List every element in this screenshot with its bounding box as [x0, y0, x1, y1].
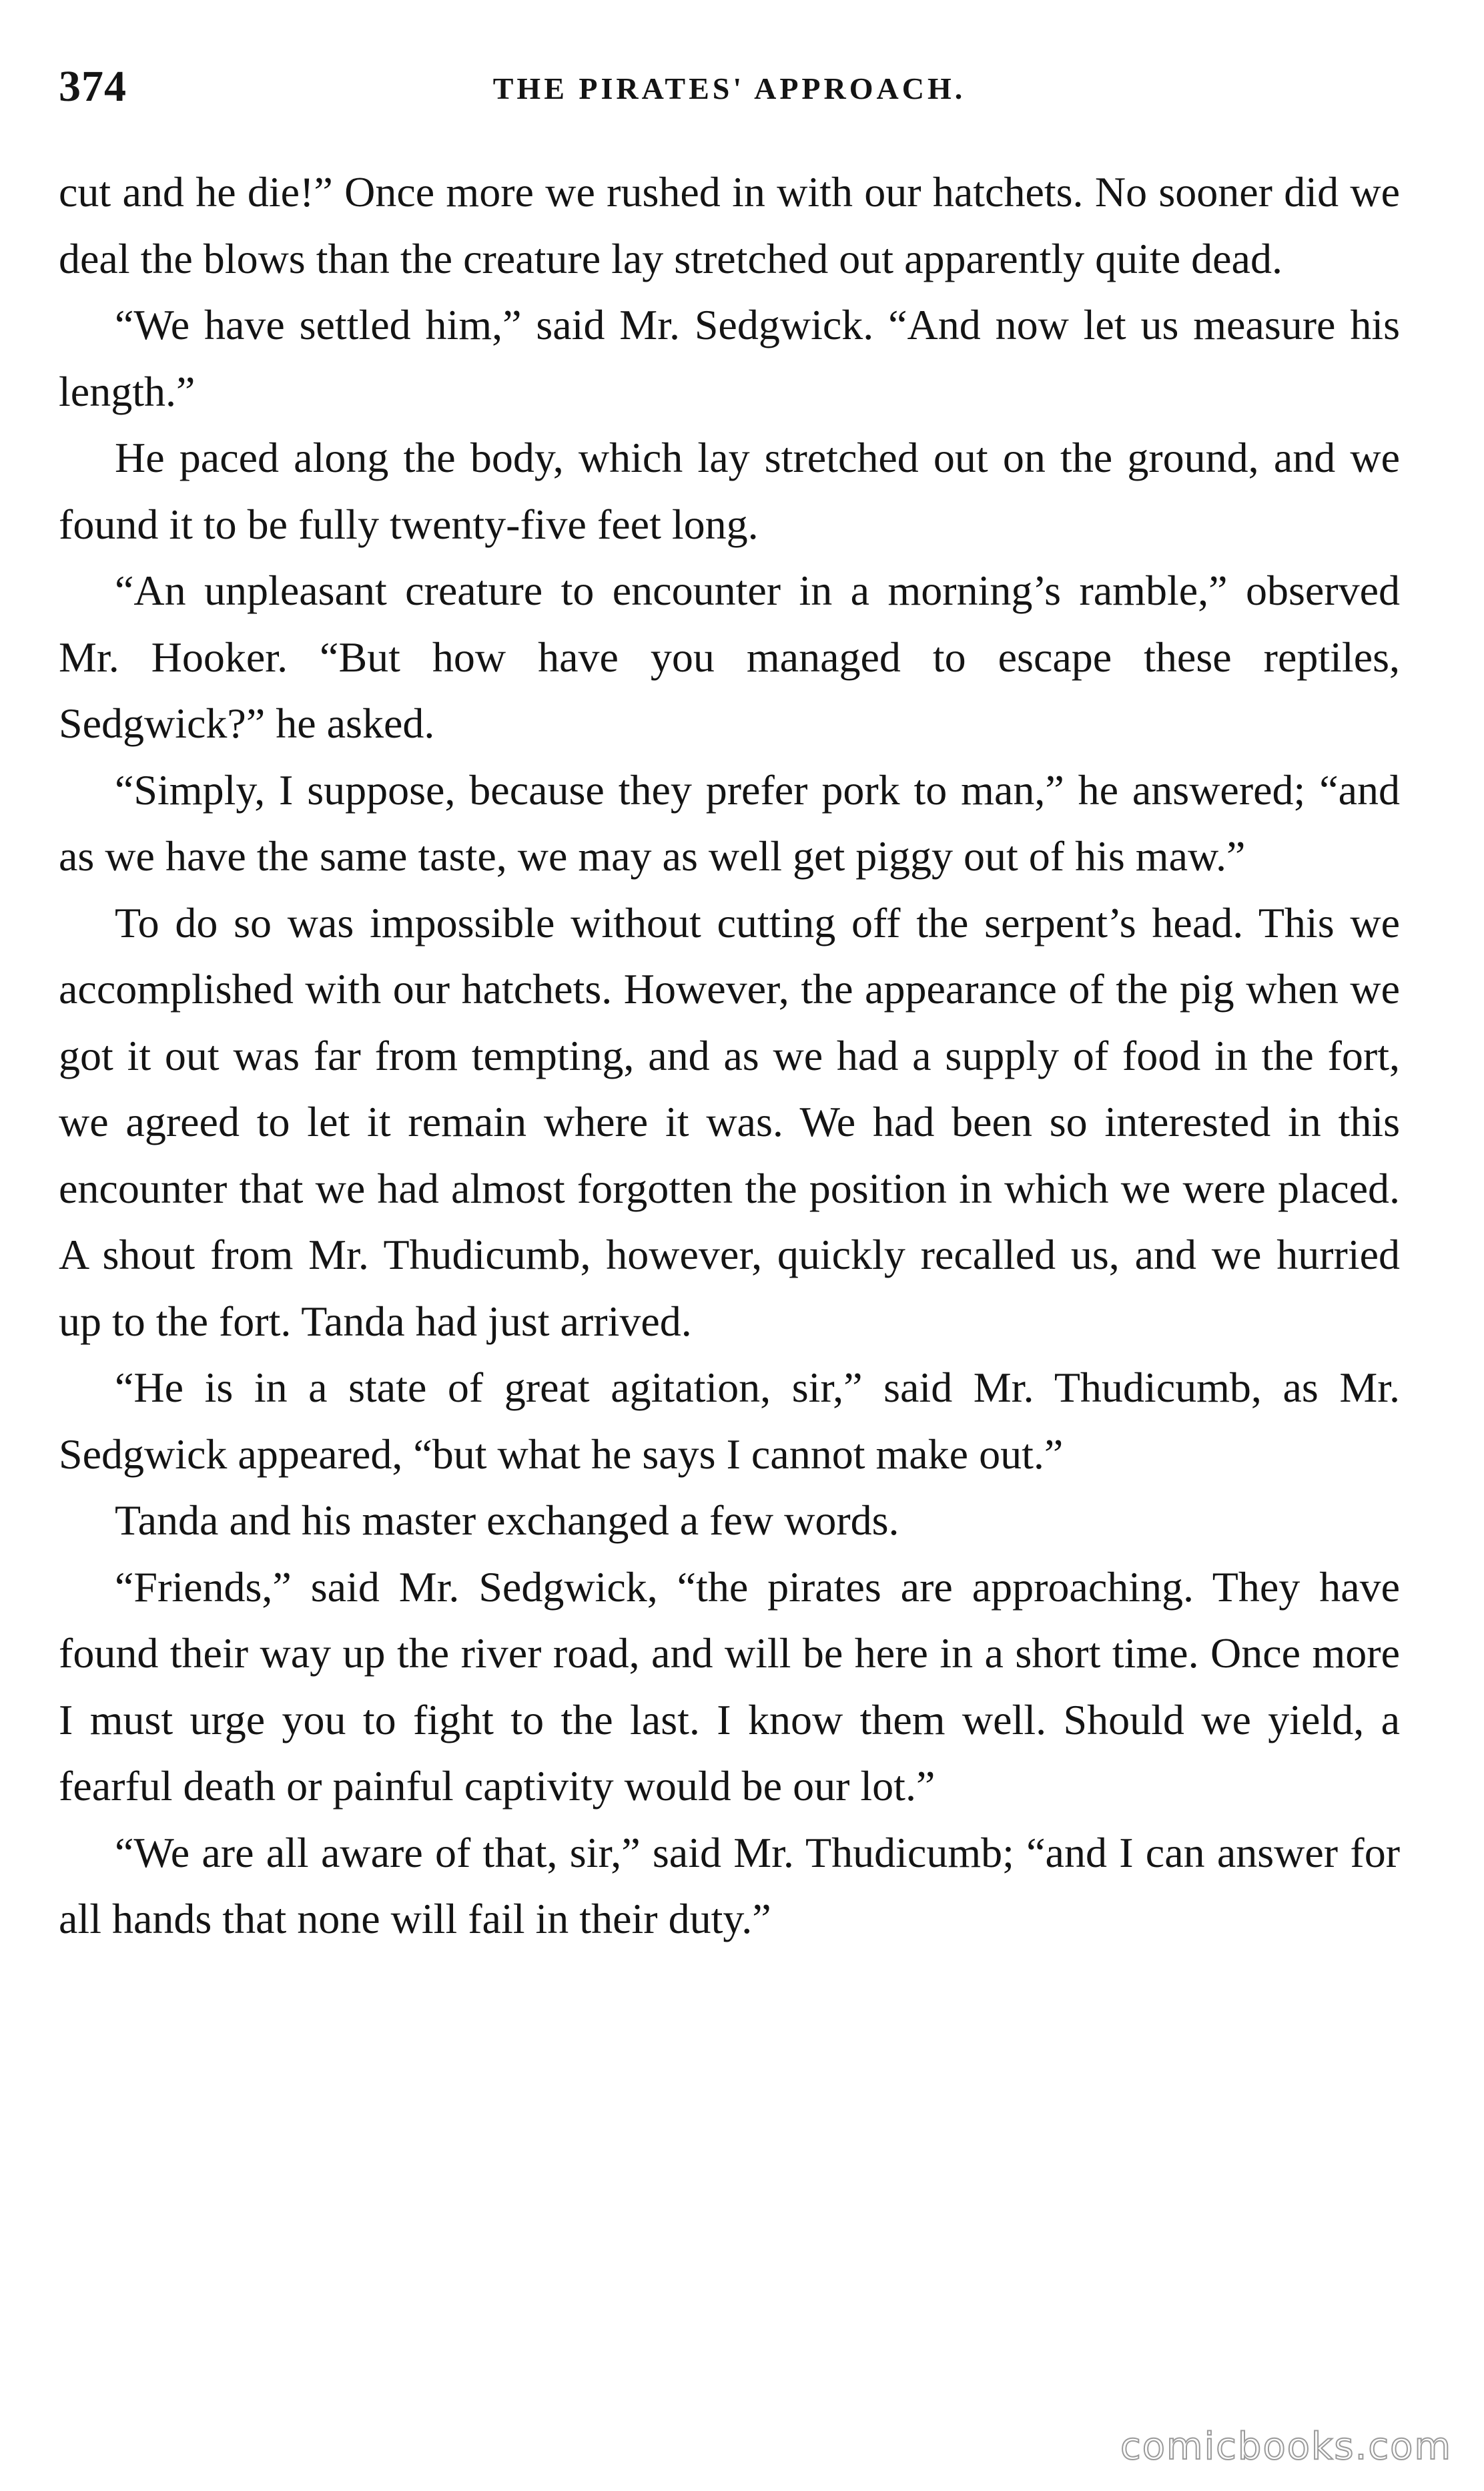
paragraph: To do so was impossible without cutting off the serpent’s head. This we accomplished with our hatchets. However, the appearance of the pig when we got it out was far from tempting, and as we had a supply of food in the fort, we agreed to let it remain where it was. We had been so interested in this encounter that we had almost forgotten the position in which we were placed. A shout from Mr. Thudicumb, however, quickly recalled us, and we hurried up to the fort. Tanda had just arrived.: [59, 898, 1400, 1345]
page-header: [59, 61, 1400, 121]
watermark: comicbooks.com: [1120, 2425, 1452, 2468]
paragraph: “Simply, I suppose, because they prefer pork to man,” he answered; “and as we have the same taste, we may as well get piggy out of his maw.”: [59, 766, 1400, 880]
paragraph: “Friends,” said Mr. Sedgwick, “the pirates are approaching. They have found their way up the river road, and will be here in a short time. Once more I must urge you to fight to the last. I know them well. Should we yield, a fearful death or painful captivity would be our lot.”: [59, 1563, 1400, 1810]
paragraph: “He is in a state of great agitation, sir,” said Mr. Thudicumb, as Mr. Sedgwick appeared, “but what he says I cannot make out.”: [59, 1364, 1400, 1478]
paragraph: cut and he die!” Once more we rushed in with our hatchets. No sooner did we deal the blows than the creature lay stretched out apparently quite dead.: [59, 168, 1400, 282]
running-title: THE PIRATES' APPROACH.: [492, 71, 966, 105]
paragraph: “We are all aware of that, sir,” said Mr. Thudicumb; “and I can answer for all hands that none will fail in their duty.”: [59, 1828, 1400, 1942]
paragraph: He paced along the body, which lay stretched out on the ground, and we found it to be fully twenty-five feet long.: [59, 434, 1400, 548]
paragraph: “We have settled him,” said Mr. Sedgwick. “And now let us measure his length.”: [59, 301, 1400, 415]
paragraph: “An unpleasant creature to encounter in a morning’s ramble,” observed Mr. Hooker. “But how have you managed to escape these reptiles, Sedgwick?” he asked.: [59, 567, 1400, 747]
paragraph: Tanda and his master exchanged a few words.: [115, 1496, 899, 1544]
page-number: 374: [59, 62, 127, 111]
body-text: [59, 159, 1400, 1952]
